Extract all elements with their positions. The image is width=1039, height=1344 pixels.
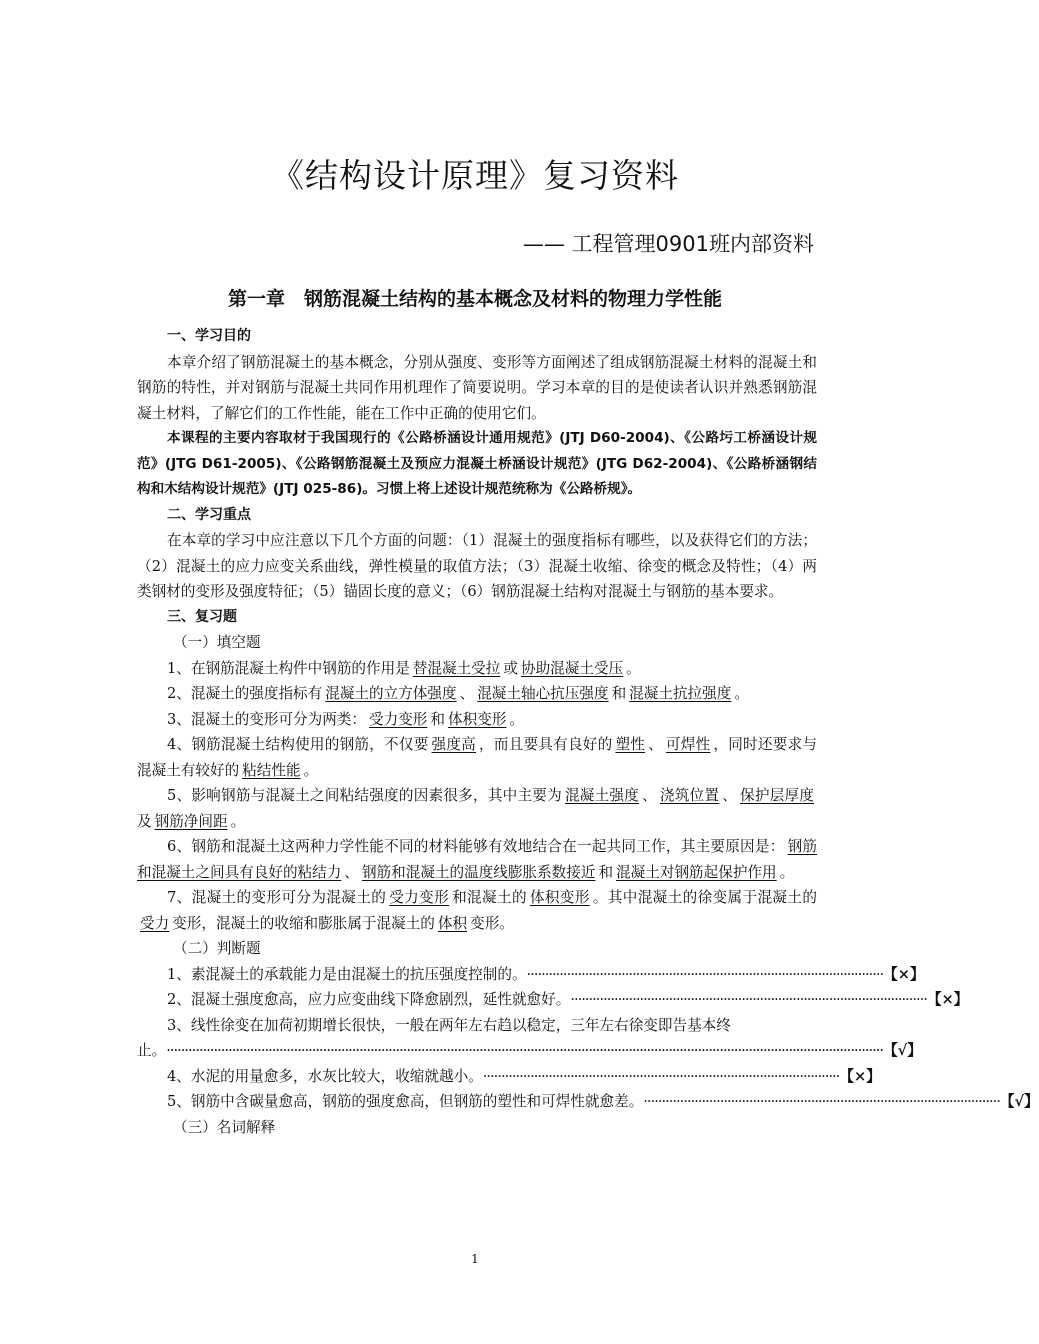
question-text: 。 xyxy=(734,685,749,702)
question-text: 。 xyxy=(779,863,795,881)
judge-question-3: 3、线性徐变在加荷初期增长很快，一般在两年左右趋以稳定，三年左右徐变即告基本终 xyxy=(167,1016,731,1034)
answer-blank: 可焊性 xyxy=(665,736,711,753)
document-title: 《结构设计原理》复习资料 xyxy=(271,156,679,195)
question-text: 及 xyxy=(137,812,152,830)
fill-question-1 xyxy=(137,656,817,682)
judge-question-3-cont xyxy=(137,1038,922,1064)
question-text: 、 xyxy=(344,863,359,881)
answer-mark: 【√】 xyxy=(999,1093,1039,1110)
question-text: 、 xyxy=(642,787,657,804)
answer-blank: 钢筋和混凝土之间具有良好的粘结力 xyxy=(137,838,817,881)
question-text: 止。 xyxy=(137,1042,167,1059)
answer-blank: 替混凝土受拉 xyxy=(412,659,501,677)
answer-blank: 粘结性能 xyxy=(242,761,301,779)
answer-blank: 受力变形 xyxy=(369,710,428,728)
focus-paragraph: 在本章的学习中应注意以下几个方面的问题：（1）混凝土的强度指标有哪些，以及获得它们的方法；（2）混凝土的应力应变关系曲线，弹性模量的取值方法；（3）混凝土收缩、徐变的概念及特性；（4）两类钢材的变形及强度特征；（5）锚固长度的意义；（6）钢筋混凝土结构对混凝土与钢筋的基本要求。 xyxy=(137,532,817,600)
section-heading-focus: 二、学习重点 xyxy=(167,506,251,523)
answer-blank: 受力 xyxy=(140,914,170,932)
answer-mark: 【×】 xyxy=(926,991,969,1008)
question-text: 。 xyxy=(626,659,641,677)
document-subtitle: —— 工程管理0901班内部资料 xyxy=(522,232,814,256)
judge-question-4 xyxy=(137,1064,881,1090)
answer-mark: 【×】 xyxy=(883,965,925,983)
course-paragraph: 本课程的主要内容取材于我国现行的《公路桥涵设计通用规范》(JTJ D60-2004)、《公路圬工桥涵设计规范》(JTG D61-2005)、《公路钢筋混凝土及预应力混凝土桥涵设计规范》(JTG D62-2004)、《公路桥涵钢结构和木结构设计规范》(JTJ 025-86)。习惯上将上述设计规范统称为《公路桥规》。 xyxy=(137,430,817,497)
question-text: 。 xyxy=(303,761,319,779)
answer-mark: 【×】 xyxy=(839,1067,881,1085)
question-text: ，而且要具有良好的 xyxy=(479,736,613,753)
answer-blank: 塑性 xyxy=(615,736,646,753)
dot-leader: ·································································································· xyxy=(482,1067,840,1085)
judge-question-1 xyxy=(137,962,925,988)
question-text: 。其中混凝土的徐变属于混凝土的 xyxy=(592,889,817,906)
question-text: 和 xyxy=(611,685,627,702)
question-text: 、 xyxy=(648,736,663,753)
document-body xyxy=(137,324,1039,1140)
answer-blank: 保护层厚度 xyxy=(740,787,814,804)
answer-blank: 体积变形 xyxy=(529,889,590,906)
answer-blank: 强度高 xyxy=(431,736,477,753)
question-text: 4、钢筋混凝土结构使用的钢筋，不仅要 xyxy=(167,736,429,753)
answer-blank: 体积 xyxy=(437,914,468,932)
question-text: 和混凝土的 xyxy=(452,889,527,906)
answer-blank: 混凝土的立方体强度 xyxy=(325,685,457,702)
section-heading-review: 三、复习题 xyxy=(167,608,237,625)
section-heading-goal: 一、学习目的 xyxy=(167,328,251,344)
answer-blank: 混凝土轴心抗压强度 xyxy=(477,685,609,702)
judge-question-2 xyxy=(137,987,969,1013)
fill-question-7 xyxy=(137,885,817,936)
question-text: 变形。 xyxy=(470,914,514,932)
question-text: ，同时还要求与混凝土有较好的 xyxy=(137,736,817,779)
question-text: 变形，混凝土的收缩和膨胀属于混凝土的 xyxy=(172,914,435,932)
question-text: 、 xyxy=(459,685,475,702)
page-number: 1 xyxy=(471,1252,479,1266)
answer-blank: 混凝土对钢筋起保护作用 xyxy=(616,863,777,881)
answer-mark: 【√】 xyxy=(883,1042,922,1059)
answer-blank: 浇筑位置 xyxy=(659,787,720,804)
judge-question-5 xyxy=(137,1089,1039,1115)
question-text: 和 xyxy=(598,863,614,881)
answer-blank: 钢筋净间距 xyxy=(154,812,228,830)
answer-blank: 受力变形 xyxy=(389,889,450,906)
dot-leader: ····································································································································································································· xyxy=(166,1042,884,1059)
question-text: 1、在钢筋混凝土构件中钢筋的作用是 xyxy=(167,659,410,677)
answer-blank: 体积变形 xyxy=(448,710,507,728)
question-text: 1、素混凝土的承载能力是由混凝土的抗压强度控制的。 xyxy=(167,965,527,983)
question-text: 4、水泥的用量愈多，水灰比较大，收缩就越小。 xyxy=(167,1067,483,1085)
judge-heading: （二）判断题 xyxy=(173,940,261,957)
dot-leader: ·································································································· xyxy=(570,991,927,1008)
term-heading: （三）名词解释 xyxy=(173,1118,276,1136)
fill-question-5 xyxy=(137,783,817,834)
goal-paragraph: 本章介绍了钢筋混凝土的基本概念，分别从强度、变形等方面阐述了组成钢筋混凝土材料的混凝土和钢筋的特性，并对钢筋与混凝土共同作用机理作了简要说明。学习本章的目的是使读者认识并熟悉钢筋混凝土材料，了解它们的工作性能，能在工作中正确的使用它们。 xyxy=(137,353,817,422)
chapter-heading: 第一章 钢筋混凝土结构的基本概念及材料的物理力学性能 xyxy=(227,288,722,310)
fill-question-6 xyxy=(137,834,817,885)
question-text: 和 xyxy=(430,710,446,728)
question-text: 6、钢筋和混凝土这两种力学性能不同的材料能够有效地结合在一起共同工作，其主要原因是： xyxy=(167,838,785,855)
fill-question-3 xyxy=(137,707,817,733)
fill-question-2 xyxy=(137,681,817,707)
question-text: 。 xyxy=(509,710,525,728)
question-text: 7、混凝土的变形可分为混凝土的 xyxy=(167,889,387,906)
fill-blank-heading: （一）填空题 xyxy=(173,634,261,651)
answer-blank: 协助混凝土受压 xyxy=(520,659,624,677)
question-text: 5、钢筋中含碳量愈高，钢筋的强度愈高，但钢筋的塑性和可焊性就愈差。 xyxy=(167,1093,644,1110)
fill-question-4 xyxy=(137,732,817,783)
question-text: 、 xyxy=(722,787,738,804)
answer-blank: 混凝土抗拉强度 xyxy=(629,685,732,702)
question-text: 或 xyxy=(503,659,518,677)
answer-blank: 钢筋和混凝土的温度线膨胀系数接近 xyxy=(361,863,596,881)
question-text: 2、混凝土的强度指标有 xyxy=(167,685,323,702)
question-text: 2、混凝土强度愈高，应力应变曲线下降愈剧烈，延性就愈好。 xyxy=(167,991,571,1008)
question-text: 3、混凝土的变形可分为两类： xyxy=(167,710,367,728)
answer-blank: 混凝土强度 xyxy=(564,787,640,804)
question-text: 5、影响钢筋与混凝土之间粘结强度的因素很多，其中主要为 xyxy=(167,787,562,804)
question-text: 。 xyxy=(230,812,246,830)
dot-leader: ·································································································· xyxy=(643,1093,1000,1110)
dot-leader: ·································································································· xyxy=(526,965,884,983)
